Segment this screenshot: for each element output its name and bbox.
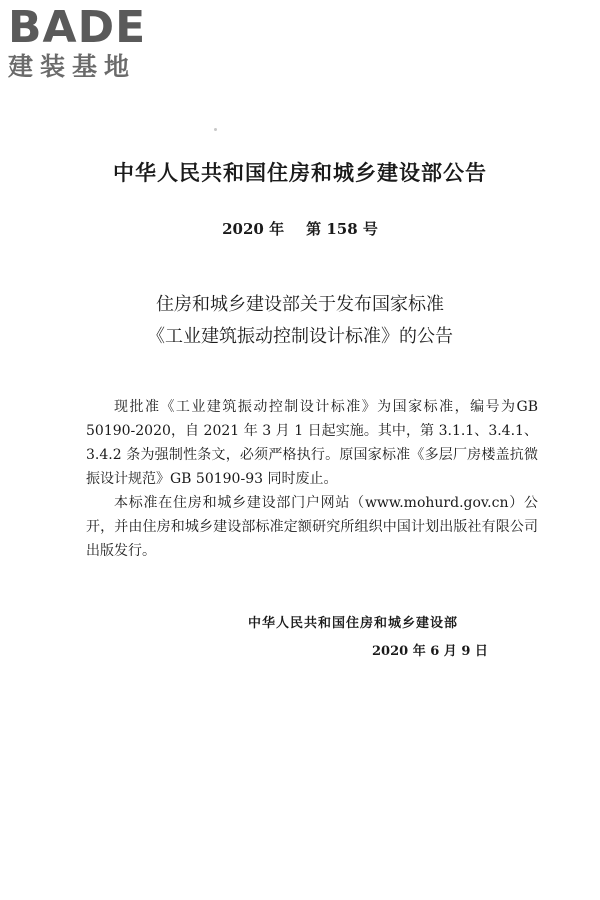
issue-date: 2020 年 6 月 9 日	[372, 644, 488, 659]
paragraph-publication: 本标准在住房和城乡建设部门户网站（www.mohurd.gov.cn）公开，并由住房和城乡建设部标准定额研究所组织中国计划出版社有限公司出版发行。	[86, 495, 538, 559]
announcement-title: 中华人民共和国住房和城乡建设部公告	[113, 161, 487, 185]
issuer-signature: 中华人民共和国住房和城乡建设部	[248, 616, 459, 631]
subject-line-1: 住房和城乡建设部关于发布国家标准	[156, 294, 444, 315]
speck-mark	[214, 128, 217, 131]
paragraph-approval: 现批准《工业建筑振动控制设计标准》为国家标准，编号为GB 50190-2020，自 2021 年 3 月 1 日起实施。其中，第 3.1.1、3.4.1、3.4.2 条为强制性条文，必须严格执行。原国家标准《多层厂房楼盖抗微振设计规范》GB 50190-93 同时废止。	[86, 399, 538, 487]
announcement-number	[0, 218, 600, 239]
bade-logo	[8, 2, 178, 82]
subject-line-2: 《工业建筑振动控制设计标准》的公告	[147, 326, 453, 347]
announcement-year: 2020 年	[222, 220, 285, 238]
logo-brand: BADE	[8, 2, 147, 53]
announcement-no: 第 158 号	[306, 220, 378, 238]
logo-subtitle: 建装基地	[8, 52, 137, 81]
